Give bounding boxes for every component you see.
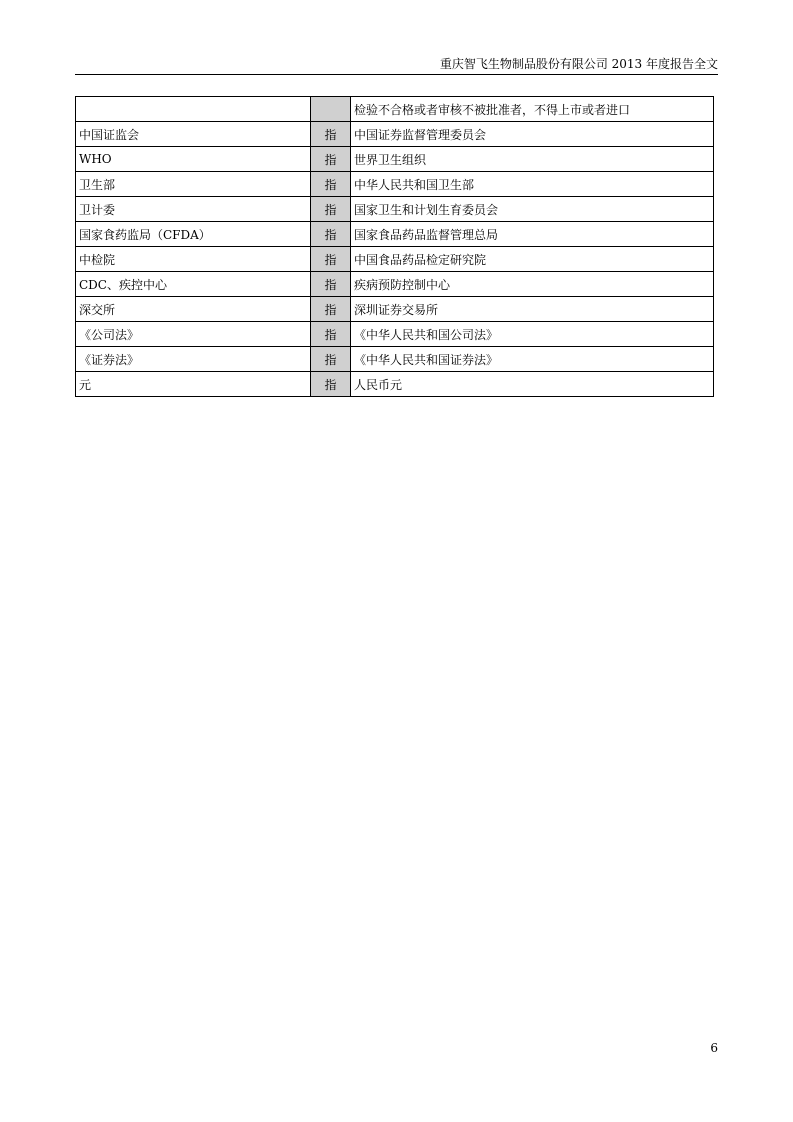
term-cell: 卫计委 bbox=[76, 197, 311, 222]
term-cell: 中检院 bbox=[76, 247, 311, 272]
table-row bbox=[76, 347, 714, 372]
term-cell: 国家食药监局（CFDA） bbox=[76, 222, 311, 247]
connector-cell: 指 bbox=[311, 347, 351, 372]
table-row bbox=[76, 122, 714, 147]
term-cell: 元 bbox=[76, 372, 311, 397]
connector-cell bbox=[311, 97, 351, 122]
connector-cell: 指 bbox=[311, 222, 351, 247]
definition-cell: 人民币元 bbox=[351, 372, 714, 397]
term-cell: 中国证监会 bbox=[76, 122, 311, 147]
table-row bbox=[76, 97, 714, 122]
definition-cell: 中国证券监督管理委员会 bbox=[351, 122, 714, 147]
connector-cell: 指 bbox=[311, 322, 351, 347]
definition-cell: 中华人民共和国卫生部 bbox=[351, 172, 714, 197]
connector-cell: 指 bbox=[311, 272, 351, 297]
connector-cell: 指 bbox=[311, 147, 351, 172]
table-row bbox=[76, 147, 714, 172]
table-row bbox=[76, 297, 714, 322]
table-row bbox=[76, 247, 714, 272]
page-number: 6 bbox=[710, 1041, 718, 1055]
term-cell: 《公司法》 bbox=[76, 322, 311, 347]
term-cell: 《证券法》 bbox=[76, 347, 311, 372]
term-cell: WHO bbox=[76, 147, 311, 172]
definition-cell: 世界卫生组织 bbox=[351, 147, 714, 172]
definition-cell: 疾病预防控制中心 bbox=[351, 272, 714, 297]
table-row bbox=[76, 272, 714, 297]
term-cell bbox=[76, 97, 311, 122]
connector-cell: 指 bbox=[311, 247, 351, 272]
page-header: 重庆智飞生物制品股份有限公司 2013 年度报告全文 bbox=[439, 57, 718, 71]
definition-cell: 检验不合格或者审核不被批准者，不得上市或者进口 bbox=[351, 97, 714, 122]
definition-cell: 深圳证券交易所 bbox=[351, 297, 714, 322]
term-cell: 卫生部 bbox=[76, 172, 311, 197]
connector-cell: 指 bbox=[311, 372, 351, 397]
definition-cell: 《中华人民共和国公司法》 bbox=[351, 322, 714, 347]
table-row bbox=[76, 372, 714, 397]
table-row bbox=[76, 222, 714, 247]
term-cell: CDC、疾控中心 bbox=[76, 272, 311, 297]
definition-cell: 国家卫生和计划生育委员会 bbox=[351, 197, 714, 222]
connector-cell: 指 bbox=[311, 197, 351, 222]
table-row bbox=[76, 172, 714, 197]
table-row bbox=[76, 197, 714, 222]
definition-cell: 《中华人民共和国证券法》 bbox=[351, 347, 714, 372]
term-cell: 深交所 bbox=[76, 297, 311, 322]
header-divider bbox=[75, 74, 718, 75]
connector-cell: 指 bbox=[311, 122, 351, 147]
table-row bbox=[76, 322, 714, 347]
connector-cell: 指 bbox=[311, 297, 351, 322]
definitions-table bbox=[75, 96, 714, 397]
connector-cell: 指 bbox=[311, 172, 351, 197]
definition-cell: 中国食品药品检定研究院 bbox=[351, 247, 714, 272]
definition-cell: 国家食品药品监督管理总局 bbox=[351, 222, 714, 247]
